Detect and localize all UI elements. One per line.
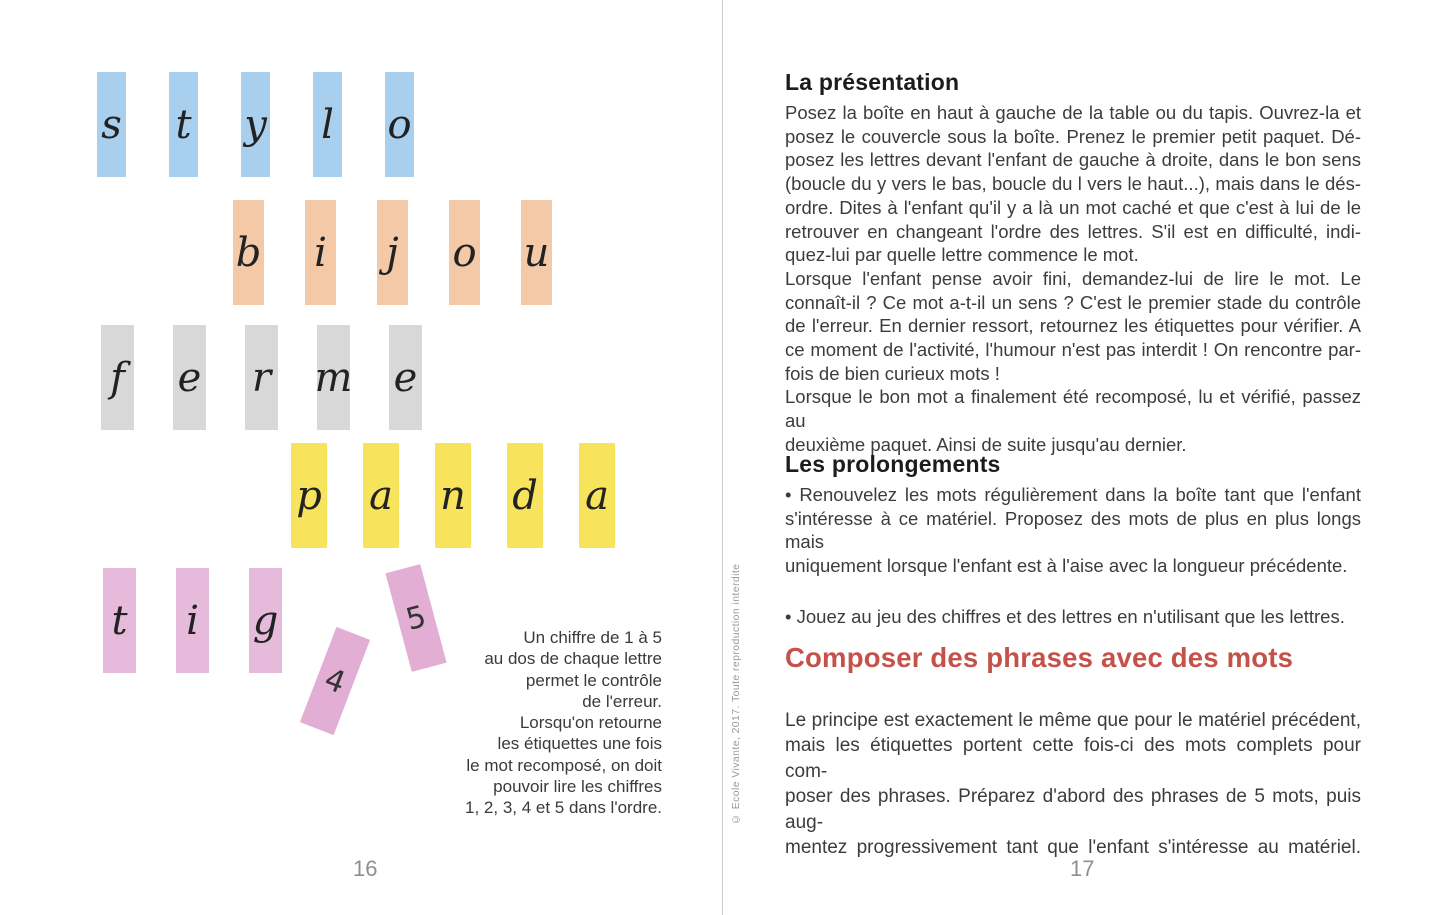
presentation-paragraph-1: [785, 101, 1361, 267]
body-line: mentez progressivement tant que l'enfant s'intéresse au matériel.: [785, 837, 1361, 859]
body-line: Posez la boîte en haut à gauche de la table ou du tapis. Ouvrez-la et: [785, 102, 1361, 123]
control-of-error-caption: [408, 627, 662, 819]
page-number-left: 16: [353, 856, 378, 881]
body-line: posez le couvercle sous la boîte. Prenez le premier petit paquet. Dé-: [785, 125, 1361, 147]
body-line: mais les étiquettes portent cette fois-ci des mots complets pour com-: [785, 735, 1361, 782]
letter-tile-a: a: [363, 443, 399, 548]
caption-line: permet le contrôle: [525, 670, 662, 690]
word-row-ferme: [101, 325, 422, 430]
body-line: • Renouvelez les mots régulièrement dans la boîte tant que l'enfant: [785, 484, 1361, 505]
letter-tile-e: e: [173, 325, 206, 430]
body-line: Lorsque l'enfant pense avoir fini, demandez-lui de lire le mot. Le: [785, 267, 1361, 289]
letter-tile-i: i: [305, 200, 336, 305]
section-presentation: [785, 68, 1361, 457]
body-line: ordre. Dites à l'enfant qu'il y a là un mot caché et que c'est à lui de le: [785, 196, 1361, 218]
section-prolongements: [785, 450, 1361, 629]
spine-divider: [722, 0, 723, 915]
body-line: posez les lettres devant l'enfant de gauche à droite, dans le bon sens: [785, 149, 1361, 171]
word-row-panda: [291, 443, 615, 548]
body-line: poser des phrases. Préparez d'abord des phrases de 5 mots, puis aug-: [785, 786, 1361, 833]
caption-line: 1, 2, 3, 4 et 5 dans l'ordre.: [465, 798, 662, 818]
word-row-tig: [103, 568, 282, 673]
caption-line: Lorsqu'on retourne: [519, 713, 662, 733]
letter-tile-j: j: [377, 200, 408, 305]
caption-line: les étiquettes une fois: [497, 734, 662, 754]
letter-tile-e: e: [389, 325, 422, 430]
letter-tile-u: u: [521, 200, 552, 305]
word-row-stylo: [97, 72, 414, 177]
body-line: fois de bien curieux mots !: [785, 362, 1000, 384]
letter-tile-l: l: [313, 72, 342, 177]
letter-tile-t: t: [103, 568, 136, 673]
body-line: de l'erreur. En dernier ressort, retournez les étiquettes pour vérifier. A: [785, 315, 1361, 337]
prolongements-bullet-1: [785, 483, 1361, 578]
caption-line: au dos de chaque lettre: [484, 649, 662, 669]
presentation-heading: La présentation: [785, 69, 960, 95]
composer-paragraph: [785, 708, 1361, 860]
letter-tile-t: t: [169, 72, 198, 177]
letter-tile-p: p: [291, 443, 327, 548]
section-composer: [785, 641, 1361, 674]
number-tile-5: 5: [385, 564, 446, 672]
body-line: retrouver en changeant l'ordre des lettres. S'il est en difficulté, indi-: [785, 220, 1361, 242]
letter-tile-a: a: [579, 443, 615, 548]
number-tile-4: 4: [300, 627, 370, 735]
body-line: deuxième paquet. Ainsi de suite jusqu'au dernier.: [785, 433, 1187, 455]
body-line: ce moment de l'activité, l'humour n'est pas interdit ! On rencontre par-: [785, 339, 1361, 361]
caption-line: le mot recomposé, on doit: [466, 755, 662, 775]
body-line: (boucle du y vers le bas, boucle du l vers le haut...), mais dans le dés-: [785, 173, 1361, 195]
letter-tile-f: f: [101, 325, 134, 430]
letter-tile-y: y: [241, 72, 270, 177]
caption-line: de l'erreur.: [582, 691, 662, 711]
presentation-paragraph-2: [785, 267, 1361, 386]
letter-tile-i: i: [176, 568, 209, 673]
caption-line: Un chiffre de 1 à 5: [523, 628, 662, 647]
prolongements-heading: Les prolongements: [785, 451, 1001, 477]
word-row-bijou: [233, 200, 552, 305]
letter-tile-g: g: [249, 568, 282, 673]
letter-tile-d: d: [507, 443, 543, 548]
presentation-paragraph-3: [785, 385, 1361, 456]
letter-tile-o: o: [385, 72, 414, 177]
letter-tile-o: o: [449, 200, 480, 305]
body-line: s'intéresse à ce matériel. Proposez des mots de plus en plus longs mais: [785, 507, 1361, 553]
letter-tile-b: b: [233, 200, 264, 305]
body-line: Lorsque le bon mot a finalement été recomposé, lu et vérifié, passez au: [785, 386, 1361, 432]
prolongements-bullet-2: [785, 605, 1361, 629]
caption-line: pouvoir lire les chiffres: [493, 777, 662, 797]
letter-tile-m: m: [317, 325, 350, 430]
composer-heading: Composer des phrases avec des mots: [785, 642, 1294, 673]
letter-tile-s: s: [97, 72, 126, 177]
body-line: uniquement lorsque l'enfant est à l'aise avec la longueur précédente.: [785, 555, 1348, 577]
body-line: quez-lui par quelle lettre commence le mot.: [785, 244, 1139, 266]
body-line: connaît-il ? Ce mot a-t-il un sens ? C'est le premier stade du contrôle: [785, 291, 1361, 313]
body-line: • Jouez au jeu des chiffres et des lettres en n'utilisant que les lettres.: [785, 605, 1345, 627]
page-number-right: 17: [1070, 856, 1095, 881]
letter-tile-n: n: [435, 443, 471, 548]
letter-tile-r: r: [245, 325, 278, 430]
copyright-notice: © Ecole Vivante, 2017. Toute reproduction interdite: [730, 563, 742, 825]
body-line: Le principe est exactement le même que pour le matériel précédent,: [785, 710, 1361, 731]
